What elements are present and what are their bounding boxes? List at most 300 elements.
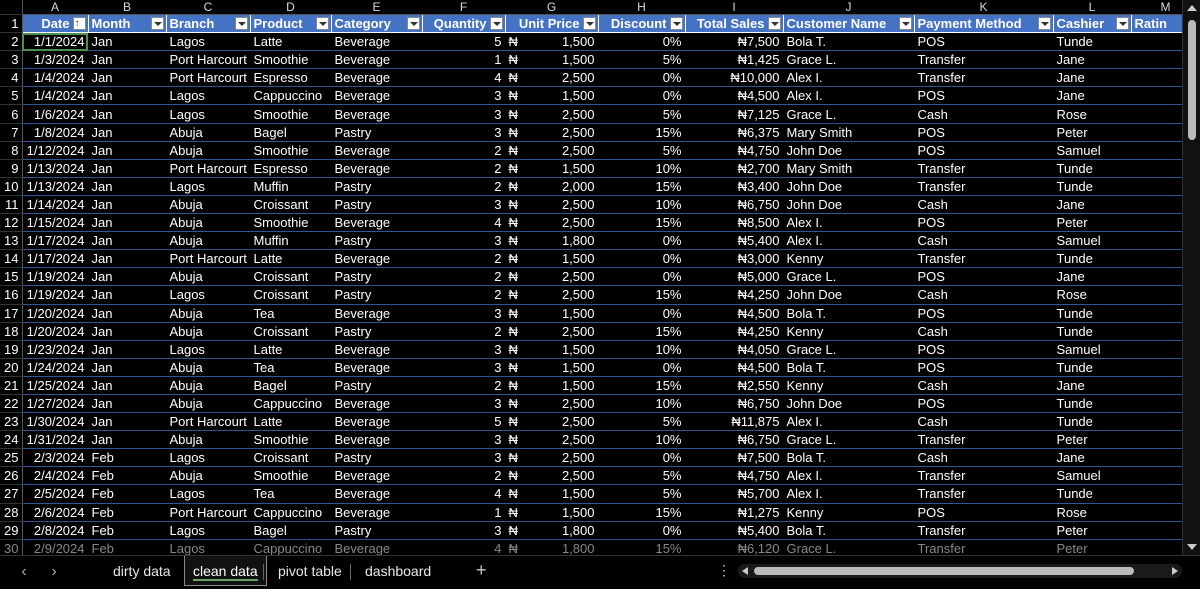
table-cell[interactable] (505, 177, 598, 195)
table-cell[interactable]: Peter (1053, 521, 1131, 539)
table-cell[interactable]: Beverage (331, 539, 422, 555)
table-cell[interactable]: Kenny (783, 503, 914, 521)
table-cell[interactable] (505, 431, 598, 449)
table-cell[interactable]: Alex I. (783, 69, 914, 87)
table-cell[interactable]: Tea (250, 358, 331, 376)
table-cell[interactable]: 15% (598, 177, 685, 195)
table-cell[interactable]: Jan (88, 322, 166, 340)
scroll-left-icon[interactable] (742, 567, 748, 575)
table-cell[interactable]: Transfer (914, 69, 1053, 87)
row-number[interactable]: 6 (0, 105, 22, 123)
table-cell[interactable]: 15% (598, 376, 685, 394)
scroll-up-icon[interactable] (1187, 5, 1197, 11)
table-cell[interactable] (1131, 394, 1182, 412)
table-cell[interactable]: 3 (422, 123, 505, 141)
table-cell[interactable]: Cash (914, 286, 1053, 304)
table-cell[interactable] (505, 69, 598, 87)
tab-pivot-table[interactable] (270, 556, 350, 586)
table-cell[interactable] (505, 159, 598, 177)
table-cell[interactable]: Lagos (166, 340, 250, 358)
table-cell[interactable] (1131, 141, 1182, 159)
table-cell[interactable]: 0% (598, 250, 685, 268)
column-letter[interactable]: K (914, 0, 1053, 15)
table-cell[interactable]: 0% (598, 358, 685, 376)
table-cell[interactable] (1131, 413, 1182, 431)
table-cell[interactable]: Cash (914, 232, 1053, 250)
table-cell[interactable]: Jane (1053, 51, 1131, 69)
table-cell[interactable]: 0% (598, 521, 685, 539)
table-cell[interactable]: ₦10,000 (685, 69, 783, 87)
table-cell[interactable]: 3 (422, 358, 505, 376)
table-cell[interactable]: Feb (88, 539, 166, 555)
table-cell[interactable]: Cash (914, 195, 1053, 213)
table-cell[interactable]: 1 (422, 503, 505, 521)
table-cell[interactable]: Lagos (166, 105, 250, 123)
table-cell[interactable]: Kenny (783, 376, 914, 394)
table-cell[interactable]: Espresso (250, 69, 331, 87)
table-cell[interactable]: Tunde (1053, 322, 1131, 340)
table-cell[interactable]: Grace L. (783, 340, 914, 358)
tab-dirty-data[interactable] (105, 556, 179, 586)
row-number[interactable]: 13 (0, 232, 22, 250)
table-cell[interactable]: ₦3,400 (685, 177, 783, 195)
table-cell[interactable]: Port Harcourt (166, 69, 250, 87)
table-cell[interactable]: Cappuccino (250, 394, 331, 412)
column-letter[interactable]: D (250, 0, 331, 15)
table-cell[interactable]: Lagos (166, 87, 250, 105)
table-cell[interactable]: ₦5,700 (685, 485, 783, 503)
table-cell[interactable]: Croissant (250, 286, 331, 304)
table-cell[interactable]: Cash (914, 105, 1053, 123)
table-cell[interactable]: 3 (422, 195, 505, 213)
table-cell[interactable]: 4 (422, 485, 505, 503)
table-cell[interactable]: Jan (88, 232, 166, 250)
table-cell[interactable]: Abuja (166, 232, 250, 250)
table-cell[interactable]: Rose (1053, 286, 1131, 304)
table-cell[interactable]: Beverage (331, 340, 422, 358)
table-cell[interactable]: Jan (88, 69, 166, 87)
table-cell[interactable]: Smoothie (250, 431, 331, 449)
table-cell[interactable]: 3 (422, 431, 505, 449)
table-cell[interactable]: Jan (88, 431, 166, 449)
row-number[interactable]: 5 (0, 87, 22, 105)
table-cell[interactable]: Beverage (331, 503, 422, 521)
row-number[interactable]: 17 (0, 304, 22, 322)
table-cell[interactable]: 10% (598, 431, 685, 449)
table-cell[interactable]: Jane (1053, 376, 1131, 394)
column-header[interactable] (914, 15, 1053, 33)
table-cell[interactable]: Abuja (166, 431, 250, 449)
table-cell[interactable]: 10% (598, 394, 685, 412)
table-cell[interactable]: Jan (88, 268, 166, 286)
table-cell[interactable]: Transfer (914, 521, 1053, 539)
table-cell[interactable]: Croissant (250, 268, 331, 286)
table-cell[interactable]: Feb (88, 503, 166, 521)
table-cell[interactable]: Mary Smith (783, 123, 914, 141)
table-cell[interactable]: ₦6,375 (685, 123, 783, 141)
table-cell[interactable]: Bagel (250, 376, 331, 394)
table-cell[interactable]: Transfer (914, 250, 1053, 268)
horizontal-scrollbar[interactable] (738, 564, 1182, 578)
table-cell[interactable]: Cash (914, 413, 1053, 431)
table-cell[interactable]: ₦2,550 (685, 376, 783, 394)
table-cell[interactable]: ₦6,750 (685, 195, 783, 213)
tab-clean-data[interactable] (184, 556, 267, 586)
table-cell[interactable]: Smoothie (250, 141, 331, 159)
scroll-down-icon[interactable] (1187, 544, 1197, 550)
table-cell[interactable]: Grace L. (783, 539, 914, 555)
table-cell[interactable]: Pastry (331, 177, 422, 195)
row-number[interactable]: 1 (0, 15, 22, 33)
table-cell[interactable]: POS (914, 214, 1053, 232)
row-number[interactable]: 29 (0, 521, 22, 539)
column-letter[interactable]: E (331, 0, 422, 15)
table-cell[interactable]: Kenny (783, 322, 914, 340)
table-cell[interactable]: Cappuccino (250, 539, 331, 555)
table-cell[interactable]: Beverage (331, 33, 422, 51)
filter-dropdown-icon[interactable] (1038, 17, 1051, 30)
table-cell[interactable]: Rose (1053, 503, 1131, 521)
table-cell[interactable]: Smoothie (250, 105, 331, 123)
table-cell[interactable]: Abuja (166, 358, 250, 376)
table-cell[interactable]: Jan (88, 286, 166, 304)
table-cell[interactable]: Feb (88, 521, 166, 539)
column-header[interactable] (783, 15, 914, 33)
table-cell[interactable]: ₦5,400 (685, 521, 783, 539)
table-cell[interactable]: Lagos (166, 521, 250, 539)
table-cell[interactable]: Tunde (1053, 159, 1131, 177)
table-cell[interactable]: 10% (598, 159, 685, 177)
row-number[interactable]: 26 (0, 467, 22, 485)
table-cell[interactable]: Lagos (166, 485, 250, 503)
table-cell[interactable]: Smoothie (250, 467, 331, 485)
table-cell[interactable]: 1/3/2024 (22, 51, 88, 69)
table-cell[interactable] (1131, 539, 1182, 555)
filter-dropdown-icon[interactable] (670, 17, 683, 30)
table-cell[interactable] (1131, 51, 1182, 69)
table-cell[interactable] (505, 521, 598, 539)
row-number[interactable]: 2 (0, 33, 22, 51)
table-cell[interactable]: POS (914, 503, 1053, 521)
column-header[interactable] (166, 15, 250, 33)
table-cell[interactable]: Kenny (783, 250, 914, 268)
table-cell[interactable]: Pastry (331, 286, 422, 304)
table-cell[interactable]: Abuja (166, 394, 250, 412)
table-cell[interactable]: 1/6/2024 (22, 105, 88, 123)
table-cell[interactable] (1131, 159, 1182, 177)
table-cell[interactable]: Beverage (331, 413, 422, 431)
row-number[interactable]: 7 (0, 123, 22, 141)
table-cell[interactable]: Tunde (1053, 304, 1131, 322)
table-cell[interactable]: 0% (598, 87, 685, 105)
next-sheet-button[interactable]: › (51, 563, 57, 580)
table-cell[interactable] (1131, 195, 1182, 213)
table-cell[interactable]: Jan (88, 413, 166, 431)
table-cell[interactable]: Transfer (914, 467, 1053, 485)
table-cell[interactable]: Smoothie (250, 51, 331, 69)
table-cell[interactable] (1131, 268, 1182, 286)
table-cell[interactable]: Croissant (250, 322, 331, 340)
table-cell[interactable]: Beverage (331, 87, 422, 105)
row-number[interactable]: 10 (0, 177, 22, 195)
table-cell[interactable]: Tunde (1053, 250, 1131, 268)
column-header[interactable] (1131, 15, 1182, 33)
table-cell[interactable]: 5% (598, 467, 685, 485)
table-cell[interactable]: POS (914, 268, 1053, 286)
table-cell[interactable]: Jan (88, 123, 166, 141)
table-cell[interactable]: Feb (88, 467, 166, 485)
table-cell[interactable]: Samuel (1053, 340, 1131, 358)
row-number[interactable]: 23 (0, 413, 22, 431)
table-cell[interactable]: POS (914, 141, 1053, 159)
table-cell[interactable]: Pastry (331, 521, 422, 539)
table-cell[interactable]: 1/20/2024 (22, 322, 88, 340)
table-cell[interactable]: Bola T. (783, 304, 914, 322)
table-cell[interactable]: ₦6,750 (685, 431, 783, 449)
table-cell[interactable]: 3 (422, 521, 505, 539)
table-cell[interactable]: Transfer (914, 539, 1053, 555)
table-cell[interactable]: 1/23/2024 (22, 340, 88, 358)
table-cell[interactable] (505, 286, 598, 304)
table-cell[interactable]: 1/12/2024 (22, 141, 88, 159)
tab-dashboard[interactable] (357, 556, 439, 586)
table-cell[interactable]: Beverage (331, 358, 422, 376)
table-cell[interactable]: Lagos (166, 539, 250, 555)
table-cell[interactable] (1131, 69, 1182, 87)
row-number[interactable]: 24 (0, 431, 22, 449)
table-cell[interactable]: Beverage (331, 105, 422, 123)
table-cell[interactable]: POS (914, 394, 1053, 412)
table-cell[interactable]: Bola T. (783, 449, 914, 467)
table-cell[interactable]: ₦1,425 (685, 51, 783, 69)
table-cell[interactable] (1131, 214, 1182, 232)
table-cell[interactable]: 1/13/2024 (22, 177, 88, 195)
table-cell[interactable] (1131, 449, 1182, 467)
table-cell[interactable]: POS (914, 87, 1053, 105)
table-cell[interactable]: 2/9/2024 (22, 539, 88, 555)
table-cell[interactable] (505, 51, 598, 69)
table-cell[interactable] (505, 539, 598, 555)
table-cell[interactable]: ₦4,750 (685, 141, 783, 159)
table-cell[interactable]: 1/8/2024 (22, 123, 88, 141)
table-cell[interactable]: Beverage (331, 159, 422, 177)
table-cell[interactable]: 2/5/2024 (22, 485, 88, 503)
table-cell[interactable]: 1/25/2024 (22, 376, 88, 394)
table-cell[interactable]: Muffin (250, 232, 331, 250)
table-cell[interactable]: 0% (598, 69, 685, 87)
table-cell[interactable]: Transfer (914, 159, 1053, 177)
select-all-corner[interactable] (0, 0, 22, 15)
table-cell[interactable]: 1/19/2024 (22, 268, 88, 286)
table-cell[interactable]: 2 (422, 177, 505, 195)
table-cell[interactable]: 3 (422, 232, 505, 250)
table-cell[interactable]: 2 (422, 268, 505, 286)
table-cell[interactable]: Beverage (331, 141, 422, 159)
table-cell[interactable]: Jan (88, 376, 166, 394)
table-cell[interactable]: Mary Smith (783, 159, 914, 177)
table-cell[interactable]: Jan (88, 159, 166, 177)
table-cell[interactable]: Beverage (331, 214, 422, 232)
table-cell[interactable]: Beverage (331, 431, 422, 449)
table-cell[interactable]: Cash (914, 322, 1053, 340)
row-number[interactable]: 11 (0, 195, 22, 213)
column-letter[interactable]: C (166, 0, 250, 15)
table-cell[interactable]: John Doe (783, 195, 914, 213)
table-cell[interactable]: Peter (1053, 431, 1131, 449)
table-cell[interactable]: 1/30/2024 (22, 413, 88, 431)
table-cell[interactable] (505, 449, 598, 467)
table-cell[interactable]: 1/15/2024 (22, 214, 88, 232)
table-cell[interactable]: Samuel (1053, 141, 1131, 159)
table-cell[interactable]: Pastry (331, 376, 422, 394)
table-cell[interactable]: Pastry (331, 195, 422, 213)
table-cell[interactable]: Pastry (331, 232, 422, 250)
table-cell[interactable]: 5% (598, 485, 685, 503)
table-cell[interactable]: 15% (598, 286, 685, 304)
table-cell[interactable]: ₦7,125 (685, 105, 783, 123)
table-cell[interactable]: 5% (598, 51, 685, 69)
filter-dropdown-icon[interactable] (490, 17, 503, 30)
table-cell[interactable]: ₦4,250 (685, 322, 783, 340)
table-cell[interactable] (1131, 376, 1182, 394)
filter-dropdown-icon[interactable] (583, 17, 596, 30)
column-header[interactable] (505, 15, 598, 33)
column-letter[interactable]: M (1131, 0, 1182, 15)
table-cell[interactable]: 2/4/2024 (22, 467, 88, 485)
table-cell[interactable]: Cash (914, 449, 1053, 467)
table-cell[interactable]: Jane (1053, 87, 1131, 105)
sort-ascending-filter-icon[interactable] (73, 17, 86, 30)
table-cell[interactable]: Alex I. (783, 87, 914, 105)
table-cell[interactable]: Jan (88, 87, 166, 105)
table-cell[interactable]: Grace L. (783, 51, 914, 69)
table-cell[interactable]: 2 (422, 159, 505, 177)
table-cell[interactable]: 0% (598, 449, 685, 467)
table-cell[interactable]: Beverage (331, 485, 422, 503)
column-header[interactable] (685, 15, 783, 33)
column-letter[interactable]: I (685, 0, 783, 15)
table-cell[interactable]: 2 (422, 141, 505, 159)
table-cell[interactable]: Jan (88, 177, 166, 195)
table-cell[interactable]: ₦6,750 (685, 394, 783, 412)
table-cell[interactable] (1131, 123, 1182, 141)
table-cell[interactable]: Croissant (250, 449, 331, 467)
table-cell[interactable] (1131, 467, 1182, 485)
table-cell[interactable]: 1/4/2024 (22, 87, 88, 105)
table-cell[interactable] (505, 304, 598, 322)
table-cell[interactable]: 1/1/2024 (22, 33, 88, 51)
filter-dropdown-icon[interactable] (1116, 17, 1129, 30)
table-cell[interactable]: 1/17/2024 (22, 250, 88, 268)
add-sheet-icon[interactable]: + (476, 560, 487, 580)
table-cell[interactable]: Grace L. (783, 105, 914, 123)
table-cell[interactable]: Pastry (331, 123, 422, 141)
table-cell[interactable]: John Doe (783, 394, 914, 412)
table-cell[interactable]: 5 (422, 413, 505, 431)
table-cell[interactable]: ₦2,700 (685, 159, 783, 177)
row-number[interactable]: 21 (0, 376, 22, 394)
table-cell[interactable]: 3 (422, 87, 505, 105)
table-cell[interactable]: Tea (250, 485, 331, 503)
row-number[interactable]: 22 (0, 394, 22, 412)
table-cell[interactable]: ₦5,000 (685, 268, 783, 286)
table-cell[interactable]: Latte (250, 413, 331, 431)
table-cell[interactable] (505, 105, 598, 123)
row-number[interactable]: 30 (0, 539, 22, 555)
table-cell[interactable]: Jan (88, 105, 166, 123)
table-cell[interactable]: Jan (88, 214, 166, 232)
table-cell[interactable]: Cash (914, 376, 1053, 394)
row-number[interactable]: 3 (0, 51, 22, 69)
table-cell[interactable]: POS (914, 358, 1053, 376)
table-cell[interactable]: Abuja (166, 376, 250, 394)
table-cell[interactable]: Abuja (166, 141, 250, 159)
table-cell[interactable]: 1/20/2024 (22, 304, 88, 322)
table-cell[interactable]: ₦8,500 (685, 214, 783, 232)
table-cell[interactable]: ₦4,500 (685, 304, 783, 322)
table-cell[interactable]: Peter (1053, 214, 1131, 232)
table-cell[interactable] (505, 376, 598, 394)
table-cell[interactable]: Beverage (331, 467, 422, 485)
table-cell[interactable]: 2/6/2024 (22, 503, 88, 521)
table-cell[interactable]: 15% (598, 322, 685, 340)
table-cell[interactable]: Muffin (250, 177, 331, 195)
table-cell[interactable]: Samuel (1053, 467, 1131, 485)
table-cell[interactable] (1131, 33, 1182, 51)
table-cell[interactable]: 3 (422, 105, 505, 123)
table-cell[interactable]: 3 (422, 394, 505, 412)
table-cell[interactable]: Port Harcourt (166, 413, 250, 431)
table-cell[interactable]: 2 (422, 467, 505, 485)
table-cell[interactable]: ₦7,500 (685, 33, 783, 51)
table-cell[interactable]: Transfer (914, 51, 1053, 69)
table-cell[interactable]: 1 (422, 51, 505, 69)
column-header[interactable] (250, 15, 331, 33)
table-cell[interactable]: ₦1,275 (685, 503, 783, 521)
table-cell[interactable]: Peter (1053, 539, 1131, 555)
table-cell[interactable] (505, 340, 598, 358)
table-cell[interactable]: Cappuccino (250, 503, 331, 521)
table-cell[interactable] (505, 413, 598, 431)
table-cell[interactable]: Rose (1053, 105, 1131, 123)
table-cell[interactable]: 4 (422, 539, 505, 555)
table-cell[interactable]: Jane (1053, 268, 1131, 286)
table-cell[interactable]: Abuja (166, 268, 250, 286)
table-cell[interactable]: Feb (88, 485, 166, 503)
table-cell[interactable]: POS (914, 304, 1053, 322)
table-cell[interactable]: Tunde (1053, 358, 1131, 376)
table-cell[interactable]: Beverage (331, 69, 422, 87)
table-cell[interactable] (505, 485, 598, 503)
row-number[interactable]: 25 (0, 449, 22, 467)
filter-dropdown-icon[interactable] (407, 17, 420, 30)
filter-dropdown-icon[interactable] (768, 17, 781, 30)
table-cell[interactable]: 2 (422, 322, 505, 340)
table-cell[interactable]: 10% (598, 195, 685, 213)
column-header[interactable] (22, 15, 88, 33)
row-number[interactable]: 19 (0, 340, 22, 358)
vertical-scrollbar[interactable] (1182, 0, 1200, 555)
table-cell[interactable]: Lagos (166, 286, 250, 304)
table-cell[interactable]: ₦4,500 (685, 87, 783, 105)
table-cell[interactable] (1131, 304, 1182, 322)
table-cell[interactable]: ₦3,000 (685, 250, 783, 268)
column-header[interactable] (88, 15, 166, 33)
table-cell[interactable]: POS (914, 123, 1053, 141)
table-cell[interactable]: Jan (88, 51, 166, 69)
row-number[interactable]: 9 (0, 159, 22, 177)
table-cell[interactable]: Jan (88, 394, 166, 412)
